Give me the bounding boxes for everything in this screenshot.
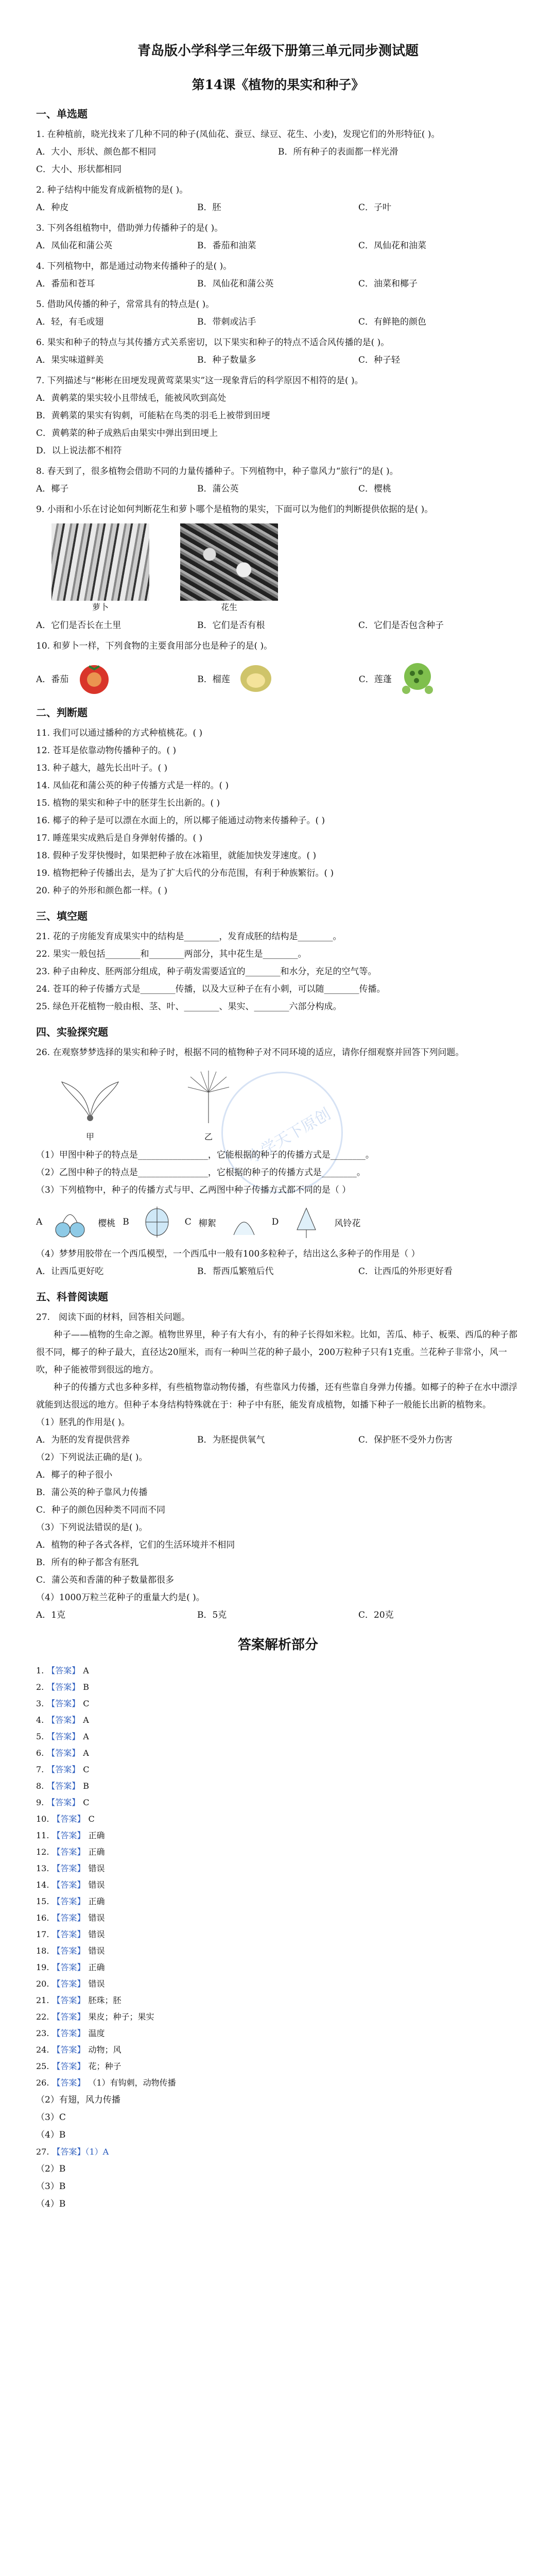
question-text: 3. 下列各组植物中，借助弹力传播种子的是( )。: [36, 223, 223, 233]
answer-value: 温度: [88, 2028, 105, 2038]
choice-name-a: 樱桃: [98, 1218, 116, 1229]
option-c: C．保护胚不受外力伤害: [358, 1435, 453, 1445]
question-text: 1. 在种植前，晓光找来了几种不同的种子(凤仙花、蚕豆、绿豆、花生、小麦)，发现它们的外形特征( )。: [36, 129, 440, 140]
answer-row: [36, 1844, 520, 1860]
answer-number: 23.: [36, 2028, 49, 2038]
question-text: 2. 种子结构中能发育成新植物的是( )。: [36, 185, 188, 195]
question-text: 4. 下列植物中，都是通过动物来传播种子的是( )。: [36, 261, 232, 272]
option-a: A．让西瓜更好吃: [36, 1266, 104, 1277]
worksheet: [36, 36, 520, 2213]
answer-tag: 【答案】: [47, 1715, 80, 1725]
question-8: [36, 463, 520, 498]
option-c: C．樱桃: [358, 484, 392, 494]
answer-number: 10.: [36, 1814, 49, 1824]
answer-value: B: [83, 1682, 90, 1692]
answer-number: 4.: [36, 1715, 44, 1725]
answer-row: [36, 1663, 520, 1679]
answer-row: [36, 1976, 520, 1992]
option-c: C．蒲公英和香蒲的种子数量都很多: [36, 1575, 175, 1585]
reading-paragraph-1: 种子——植物的生命之源。植物世界里，种子有大有小，有的种子长得如米粒。比如，苦瓜、柿子、板栗、西瓜的种子都很不同，椰子的种子最大，直径达20厘米，而有一种叫兰花的种子最小，200万粒种子只有1克重。兰花种子非常小，风一吹，种子能被带到很远的地方。: [36, 1330, 517, 1375]
option-c: C．凤仙花和油菜: [358, 241, 427, 251]
answer-value: B: [83, 1781, 90, 1791]
answer-value: 正确: [88, 1831, 105, 1840]
fill-item: 21. 花的子房能发育成果实中的结构是________，发育成胚的结构是________。: [36, 931, 342, 942]
section-true-false: 二、判断题: [36, 706, 88, 719]
choice-label-a: A: [36, 1217, 43, 1227]
answer-value: 胚珠；胚: [88, 1995, 121, 2005]
question-text: 7. 下列描述与“彬彬在田埂发现黄莺菜果实”这一现象背后的科学原因不相符的是( )。: [36, 376, 363, 386]
question-text: 6. 果实和种子的特点与其传播方式关系密切，以下果实和种子的特点不适合风传播的是( )。: [36, 337, 390, 348]
answer-tag: 【答案】: [52, 1880, 85, 1890]
judge-item: 19. 植物把种子传播出去，是为了扩大后代的分布范围，有利于种族繁衍。( ): [36, 868, 334, 878]
answer-tag: 【答案】: [47, 1798, 80, 1807]
answer-tag: 【答案】: [52, 1814, 85, 1824]
answer-tag: 【答案】: [52, 1962, 85, 1972]
sub-question-2: （2）乙图中种子的特点是________________，它根据的种子的传播方式是________。: [36, 1167, 366, 1178]
question-26: [36, 1044, 520, 1280]
option-b: B．黄鹌菜的果实有钩刺，可能粘在鸟类的羽毛上被带到田埂: [36, 411, 270, 421]
answer-number: 19.: [36, 1962, 49, 1972]
answer-row: [36, 1943, 520, 1959]
sub-question-2: （2）下列说法正确的是( )。: [36, 1452, 148, 1463]
option-a: A．1克: [36, 1610, 66, 1620]
sub-question-1: （1）胚乳的作用是( )。: [36, 1417, 130, 1428]
answer-row: [36, 1794, 520, 1811]
option-a: A．轻，有毛或翅: [36, 317, 104, 327]
answer-27-rest: [36, 2160, 520, 2213]
answer-row: [36, 1959, 520, 1976]
question-5: [36, 296, 520, 331]
sub-question-4: （4）梦梦用胶带在一个西瓜模型，一个西瓜中一般有100多粒种子，结出这么多种子的作用是（ ）: [36, 1249, 420, 1259]
option-a: A．为胚的发育提供营养: [36, 1435, 130, 1445]
answer-value: C: [83, 1699, 90, 1708]
option-c: C．20克: [358, 1610, 394, 1620]
answer-row: [36, 2042, 520, 2058]
answer-value: A: [83, 1732, 89, 1741]
option-c: C．种子的颜色因种类不同而不同: [36, 1505, 166, 1515]
answer-row: [36, 1877, 520, 1893]
answer-row: [36, 1761, 520, 1778]
answer-tag: 【答案】: [52, 1946, 85, 1956]
option-c: C．有鲜艳的颜色: [358, 317, 427, 327]
answer-heading: 答案解析部分: [237, 1637, 318, 1653]
answer-tag: 【答案】: [52, 1979, 85, 1989]
option-a: A．大小、形状、颜色都不相同: [36, 147, 157, 157]
answer-row: [36, 1860, 520, 1877]
answer-tag: 【答案】: [52, 1863, 85, 1873]
option-b: B．为胚提供氧气: [197, 1435, 265, 1445]
cherry-icon: [49, 1204, 91, 1240]
judge-item: 18. 假种子发芽快慢时，如果把种子放在冰箱里，就能加快发芽速度。( ): [36, 851, 317, 861]
answer-value: 错误: [88, 1929, 105, 1939]
answer-tag: 【答案】: [52, 2012, 85, 2022]
option-c: C．子叶: [358, 202, 392, 213]
option-b: B．帮西瓜繁殖后代: [197, 1266, 274, 1277]
answer-tag: 【答案】: [47, 1682, 80, 1692]
bellflower-icon: [286, 1204, 327, 1240]
answer-number: 22.: [36, 2012, 49, 2022]
answer-tag: 【答案】: [47, 1699, 80, 1708]
section-single-choice: 一、单选题: [36, 108, 88, 120]
section-reading: 五、科普阅读题: [36, 1291, 108, 1303]
answer-tag: 【答案】: [52, 1913, 85, 1923]
answer-tag: 【答案】: [52, 2061, 85, 2071]
question-9: [36, 501, 520, 634]
answer-row: [36, 2009, 520, 2025]
reading-paragraph-2: 种子的传播方式也多种多样，有些植物靠动物传播，有些靠风力传播，还有些靠自身弹力传播。如椰子的种子在水中漂浮就能到达很远的地方。但种子本身结构特殊就在于：种子中有胚，能发育成植物，如播下种子一般能长出新的植物来。: [36, 1382, 517, 1410]
answer-value: （1）有钩刺，动物传播: [88, 2078, 176, 2088]
figure-jia-label: 甲: [85, 1132, 94, 1142]
sub-question-1: （1）甲图中种子的特点是________________，它能根据的种子的传播方式是________。: [36, 1150, 374, 1160]
answer-row: [36, 1910, 520, 1926]
question-text: 10. 和萝卜一样，下列食物的主要食用部分也是种子的是( )。: [36, 641, 273, 651]
option-c: C．大小、形状都相同: [36, 164, 122, 175]
answer-row: [36, 1745, 520, 1761]
answer-number: 21.: [36, 1995, 49, 2005]
answer-value: A: [83, 1748, 89, 1758]
option-b: B．胚: [197, 202, 221, 213]
option-c: C．种子轻: [358, 355, 401, 365]
option-a: A．凤仙花和蒲公英: [36, 241, 113, 251]
choice-label-d: D: [271, 1217, 279, 1227]
lotus-pod-icon: [397, 660, 438, 696]
figure-yi-label: 乙: [204, 1132, 213, 1142]
answer-row: [36, 1926, 520, 1943]
tomato-icon: [74, 660, 115, 696]
fill-item: 24. 苍耳的种子传播方式是________传播，以及大豆种子在有小刺，可以随________传播。: [36, 984, 386, 994]
figure-jia: [51, 1066, 129, 1142]
answer-line: （3）C: [36, 2112, 66, 2123]
answer-number: 5.: [36, 1732, 44, 1741]
peanut-figure: [180, 523, 278, 613]
answer-tag: 【答案】: [47, 1666, 80, 1675]
answer-number: 13.: [36, 1863, 49, 1873]
answer-value: 果皮；种子；果实: [88, 2012, 154, 2022]
maple-seed-icon: [51, 1066, 129, 1128]
answer-value: 错误: [88, 1880, 105, 1890]
answer-tag: 【答案】: [52, 1831, 85, 1840]
dandelion-seed-icon: [170, 1066, 247, 1128]
answer-tag: 【答案】: [52, 2078, 85, 2088]
choice-name-c: 柳絮: [198, 1218, 216, 1229]
judge-item: 14. 凤仙花和蒲公英的种子传播方式是一样的。( ): [36, 781, 229, 791]
option-a: A．种皮: [36, 202, 69, 213]
answer-tag: 【答案】: [52, 1847, 85, 1857]
answer-value: A: [83, 1666, 89, 1675]
question-27: [36, 1309, 520, 1624]
figure-yi: [170, 1066, 247, 1142]
answer-number: 12.: [36, 1847, 49, 1857]
judge-item: 16. 椰子的种子是可以漂在水面上的，所以椰子能通过动物来传播种子。( ): [36, 816, 325, 826]
option-a: A．植物的种子各式各样，它们的生活环境并不相同: [36, 1540, 235, 1550]
answer-number: 17.: [36, 1929, 49, 1939]
burdock-icon: [136, 1204, 178, 1240]
answer-number: 3.: [36, 1699, 44, 1708]
answer-tag: 【答案】: [52, 1995, 85, 2005]
option-b: B．蒲公英的种子靠风力传播: [36, 1487, 148, 1498]
answer-26-rest: [36, 2091, 520, 2144]
choice-label-c: C: [184, 1217, 192, 1227]
answer-tag: 【答案】: [47, 1765, 80, 1774]
answer-number: 27.: [36, 2147, 49, 2157]
question-text: 8. 春天到了，很多植物会借助不同的力量传播种子。下列植物中，种子靠风力“旅行”的是( )。: [36, 466, 398, 477]
option-a: A．椰子: [36, 484, 69, 494]
section-fill-blank: 三、填空题: [36, 910, 88, 922]
judge-item: 11. 我们可以通过播种的方式种植桃花。( ): [36, 728, 203, 738]
answer-number: 20.: [36, 1979, 49, 1989]
option-a: A．果实味道鲜美: [36, 355, 104, 365]
answer-number: 15.: [36, 1896, 49, 1906]
answer-number: 14.: [36, 1880, 49, 1890]
answer-value: 正确: [88, 1962, 105, 1972]
judge-item: 12. 苍耳是依靠动物传播种子的。( ): [36, 745, 177, 756]
answer-value: C: [83, 1798, 90, 1807]
answer-tag: 【答案】: [47, 1781, 80, 1791]
radish-caption: 萝卜: [92, 602, 109, 612]
peanut-caption: 花生: [220, 602, 237, 612]
question-text: 26. 在观察梦梦选择的果实和种子时，根据不同的植物种子对不同环境的适应，请你仔细观察并回答下列问题。: [36, 1047, 464, 1058]
answer-value: C: [88, 1814, 95, 1824]
answer-line: （4）B: [36, 2199, 66, 2209]
answer-row: [36, 1992, 520, 2009]
option-b: B．凤仙花和蒲公英: [197, 279, 274, 289]
answer-tag: 【答案】: [52, 1929, 85, 1939]
option-b: B．所有的种子都含有胚乳: [36, 1557, 139, 1568]
option-b: B．5克: [197, 1610, 227, 1620]
answer-value: 正确: [88, 1847, 105, 1857]
answer-row: [36, 2058, 520, 2075]
answer-number: 9.: [36, 1798, 44, 1807]
option-a: A．椰子的种子很小: [36, 1470, 113, 1480]
answer-value: 花；种子: [88, 2061, 121, 2071]
option-c: C．它们是否包含种子: [358, 620, 444, 631]
watermark-text: 小学天下原创: [245, 1105, 334, 1167]
judge-list: [36, 724, 520, 900]
question-text: 9. 小雨和小乐在讨论如何判断花生和萝卜哪个是植物的果实，下面可以为他们的判断提供依据的是( )。: [36, 504, 433, 515]
answer-tag: 【答案】: [52, 2028, 85, 2038]
judge-item: 15. 植物的果实和种子中的胚芽生长出新的。( ): [36, 798, 220, 808]
answer-value: C: [83, 1765, 90, 1774]
answer-row: [36, 1679, 520, 1696]
answer-number: 26.: [36, 2078, 49, 2088]
choice-name-d: 风铃花: [334, 1218, 361, 1229]
answer-number: 1.: [36, 1666, 44, 1675]
answer-number: 8.: [36, 1781, 44, 1791]
answer-line: （4）B: [36, 2130, 66, 2140]
answer-row: [36, 1728, 520, 1745]
radish-figure: [51, 523, 149, 613]
answer-number: 2.: [36, 1682, 44, 1692]
question-10: [36, 637, 520, 696]
answer-row: [36, 1827, 520, 1844]
answer-row: [36, 1712, 520, 1728]
question-7: [36, 372, 520, 460]
answer-value: 错误: [88, 1946, 105, 1956]
sub-question-3: （3）下列植物中，种子的传播方式与甲、乙两图中种子传播方式都不同的是（ ）: [36, 1185, 351, 1195]
fill-item: 23. 种子由种皮、胚两部分组成，种子萌发需要适宜的________和水分，充足的空气等。: [36, 967, 377, 977]
option-a: A．它们是否长在土里: [36, 620, 121, 631]
answer-number: 25.: [36, 2061, 49, 2071]
answer-tag: 【答案】: [47, 1732, 80, 1741]
option-b: B．带刺或沾手: [197, 317, 256, 327]
radish-photo: [51, 523, 149, 601]
option-c: C．油菜和椰子: [358, 279, 418, 289]
answer-value: 错误: [88, 1913, 105, 1923]
answer-number: 18.: [36, 1946, 49, 1956]
option-a: A．番茄和苍耳: [36, 279, 95, 289]
answer-row: [36, 2025, 520, 2042]
answer-number: 6.: [36, 1748, 44, 1758]
sub-question-4: （4）1000万粒兰花种子的重量大约是( )。: [36, 1592, 205, 1603]
answer-27: [36, 2144, 520, 2160]
answer-line: （3）B: [36, 2181, 66, 2192]
answer-number: 24.: [36, 2045, 49, 2055]
answer-value: A: [83, 1715, 89, 1725]
willow-catkin-icon: [223, 1204, 265, 1240]
answer-line: 【答案】（1）A: [52, 2147, 109, 2157]
option-b: B．种子数量多: [197, 355, 256, 365]
answer-tag: 【答案】: [52, 1896, 85, 1906]
answer-line: （2）有翅，风力传播: [36, 2095, 120, 2105]
judge-item: 13. 种子越大，越先长出叶子。( ): [36, 763, 168, 773]
option-a: A．番茄: [36, 674, 69, 685]
durian-icon: [235, 660, 276, 696]
answer-row: [36, 1811, 520, 1827]
answer-tag: 【答案】: [52, 2045, 85, 2055]
fill-item: 22. 果实一般包括________和________两部分，其中花生是________。: [36, 949, 307, 959]
fill-item: 25. 绿色开花植物一般由根、茎、叶、________、果实、________六部分构成。: [36, 1002, 342, 1012]
peanut-photo: [180, 523, 278, 601]
question-4: [36, 258, 520, 293]
answer-number: 11.: [36, 1831, 49, 1840]
page-subtitle: 第14课《植物的果实和种子》: [192, 77, 364, 92]
answer-value: 错误: [88, 1979, 105, 1989]
option-d: D．以上说法都不相符: [36, 446, 122, 456]
answer-number: 16.: [36, 1913, 49, 1923]
section-experiment: 四、实验探究题: [36, 1026, 108, 1038]
answer-row: [36, 2075, 520, 2091]
answer-row: [36, 1893, 520, 1910]
answer-section: [36, 1634, 520, 2213]
answer-value: 动物；风: [88, 2045, 121, 2055]
option-c: C．莲蓬: [358, 674, 392, 685]
option-b: B．它们是否有根: [197, 620, 265, 631]
question-text: 27. 阅读下面的材料，回答相关问题。: [36, 1312, 190, 1323]
option-c: C．黄鹌菜的种子成熟后由果实中弹出到田埂上: [36, 428, 218, 438]
option-a: A．黄鹌菜的果实较小且带绒毛，能被风吹到高处: [36, 393, 227, 403]
fill-list: [36, 928, 520, 1015]
answer-tag: 【答案】: [47, 1748, 80, 1758]
answer-row: [36, 1696, 520, 1712]
option-b: B．番茄和油菜: [197, 241, 256, 251]
question-text: 5. 借助风传播的种子，常常具有的特点是( )。: [36, 299, 215, 310]
option-b: B．所有种子的表面都一样光滑: [278, 147, 398, 157]
answer-list: [36, 1663, 520, 2091]
page-title: 青岛版小学科学三年级下册第三单元同步测试题: [137, 43, 419, 59]
question-3: [36, 219, 520, 255]
answer-number: 7.: [36, 1765, 44, 1774]
choice-label-b: B: [123, 1217, 129, 1227]
question-6: [36, 334, 520, 369]
question-1: [36, 126, 520, 178]
judge-item: 20. 种子的外形和颜色都一样。( ): [36, 886, 168, 896]
answer-value: 错误: [88, 1863, 105, 1873]
answer-row: [36, 1778, 520, 1794]
answer-value: 正确: [88, 1896, 105, 1906]
judge-item: 17. 睡莲果实成熟后是自身弹射传播的。( ): [36, 833, 203, 843]
sub-question-3: （3）下列说法错误的是( )。: [36, 1522, 148, 1533]
option-b: B．榴莲: [197, 674, 230, 685]
answer-line: （2）B: [36, 2164, 66, 2174]
option-c: C．让西瓜的外形更好看: [358, 1266, 453, 1277]
option-b: B．蒲公英: [197, 484, 239, 494]
question-2: [36, 181, 520, 216]
